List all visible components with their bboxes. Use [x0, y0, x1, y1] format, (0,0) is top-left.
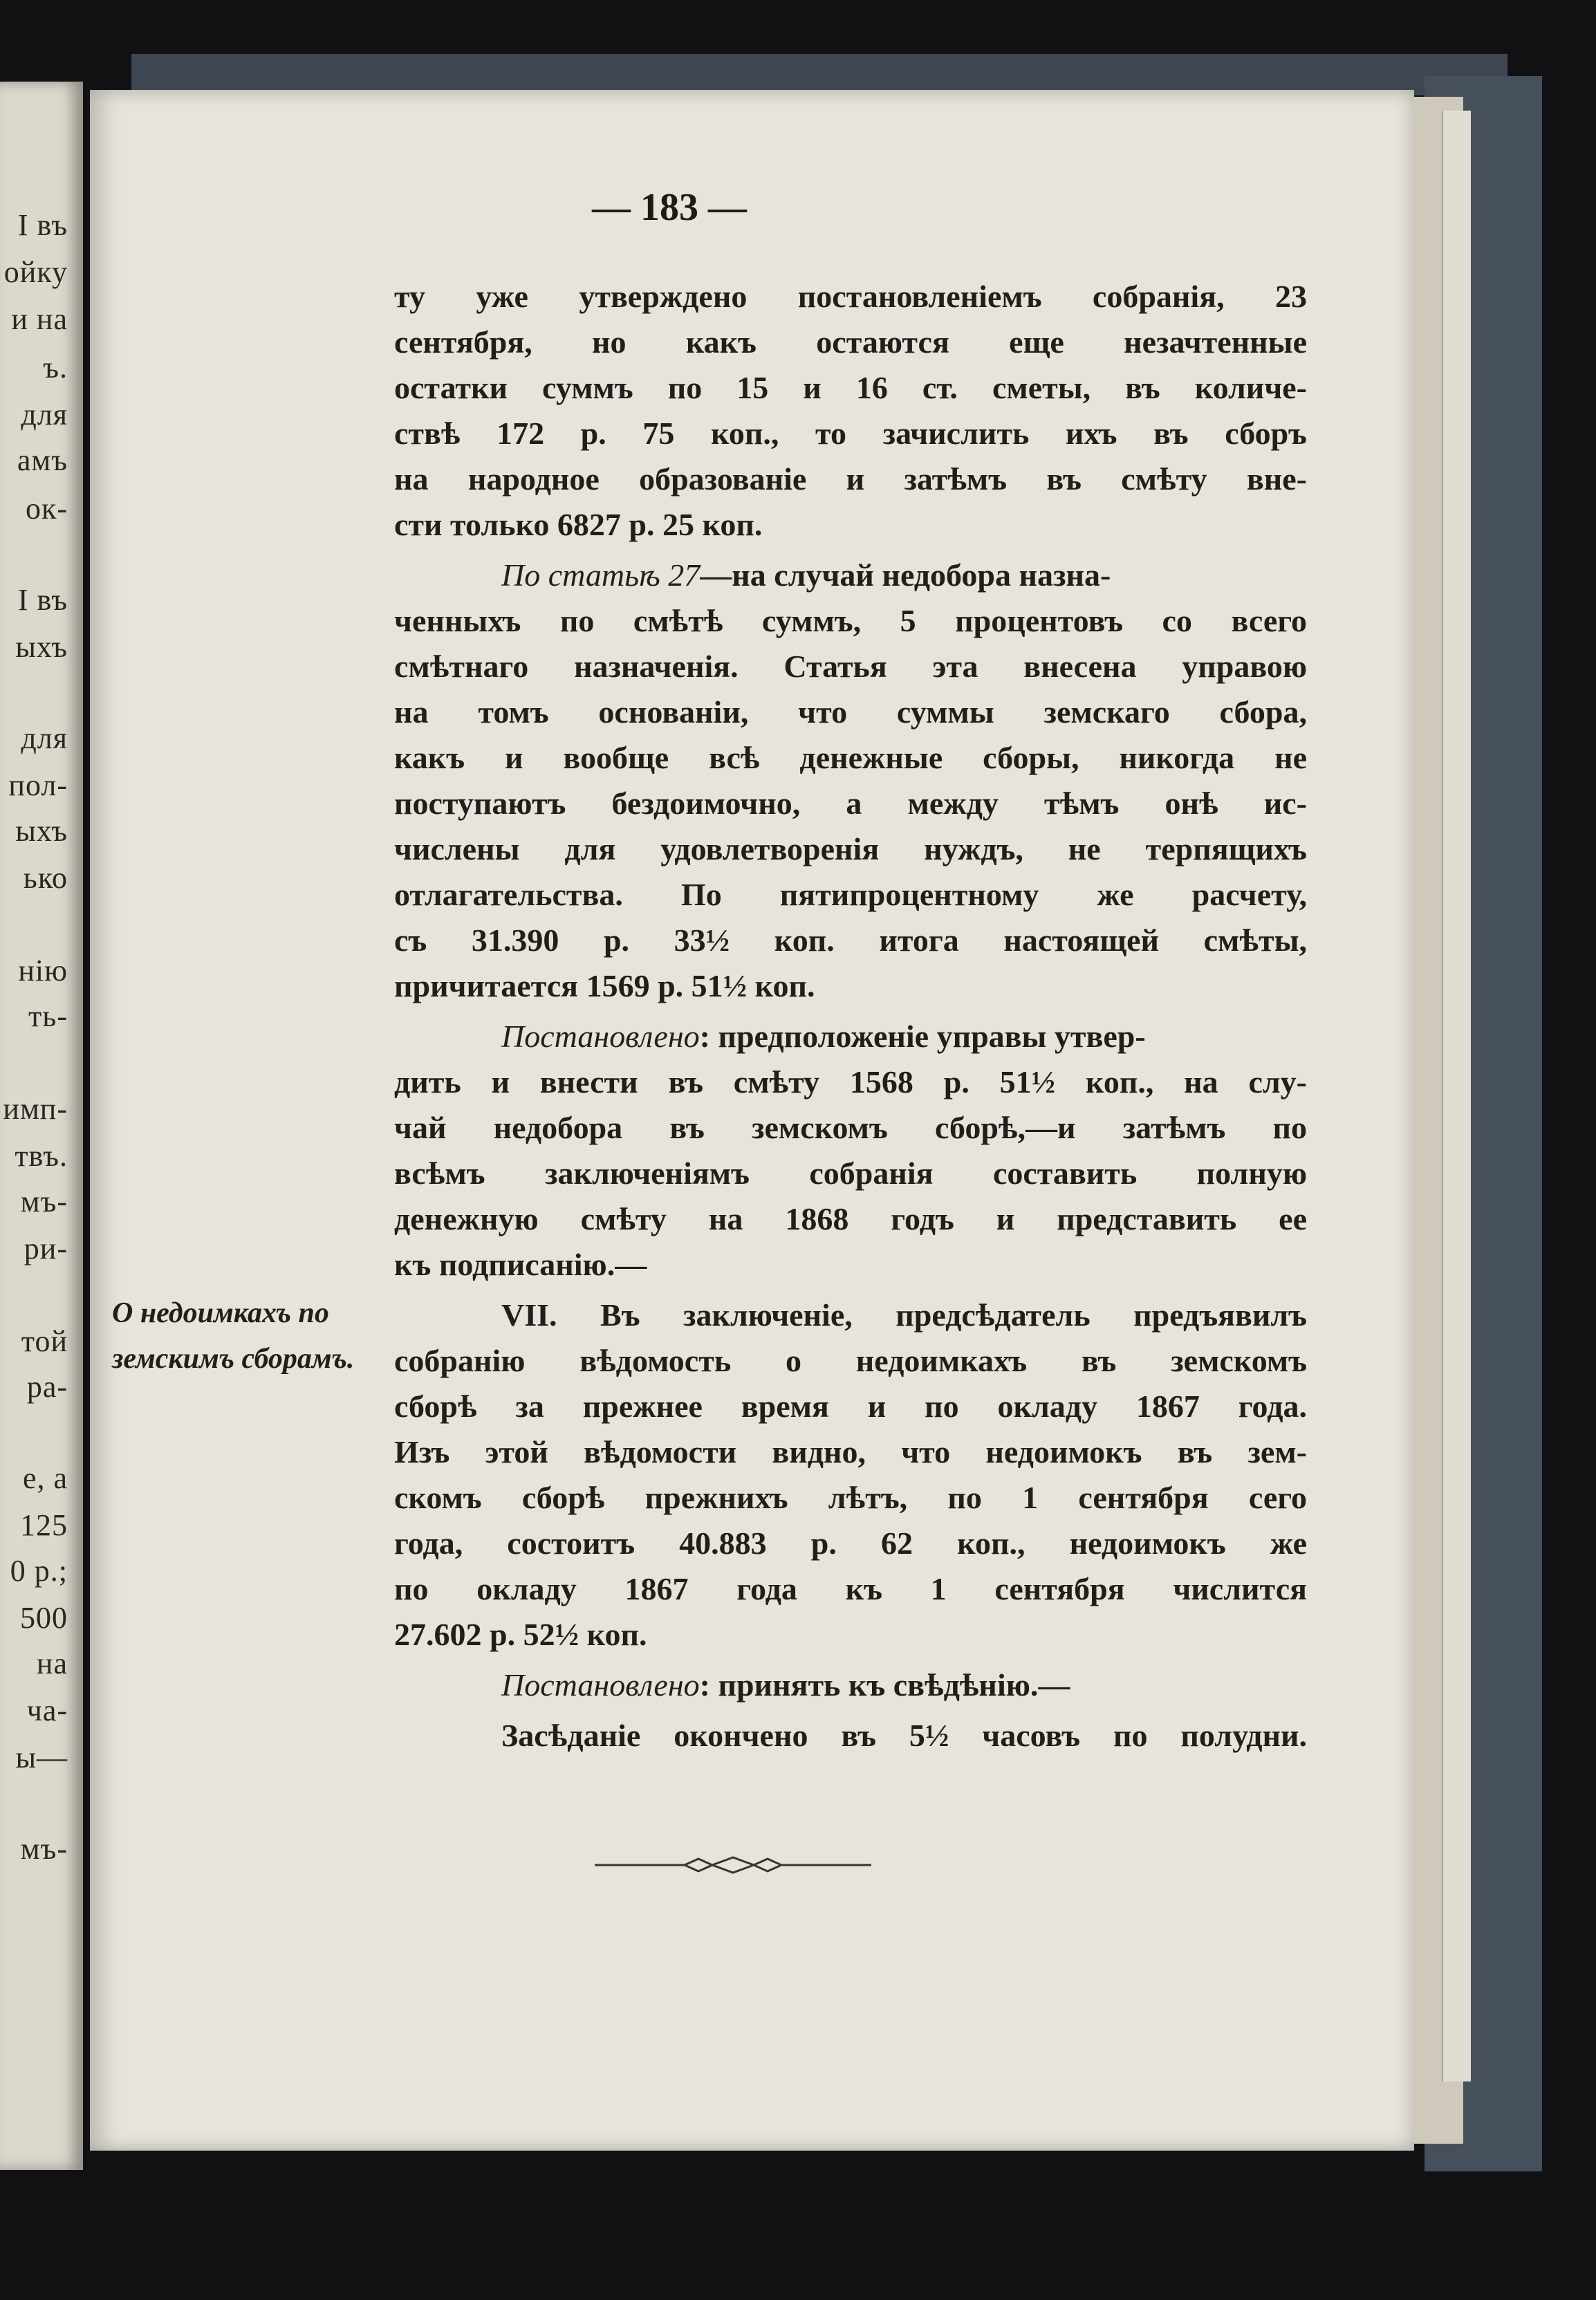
text-line	[501, 557, 1307, 602]
left-page-fragment: имп-	[3, 1092, 68, 1126]
text-line: Изъ этой вѣдомости видно, что недоимокъ въ зем-	[394, 1434, 1307, 1469]
text-line: отлагательства. По пятипроцентному же расчету,	[394, 877, 1307, 912]
text-line: поступаютъ бездоимочно, а между тѣмъ онѣ ис-	[394, 786, 1307, 821]
left-page-fragment: ойку	[3, 255, 68, 289]
text-line: всѣмъ заключеніямъ собранія составить полную	[394, 1156, 1307, 1191]
left-page-fragment: той	[21, 1324, 68, 1358]
left-page-fragment: нію	[18, 954, 68, 987]
text-line: денежную смѣту на 1868 годъ и представить ее	[394, 1201, 1307, 1236]
left-page-fragment: пол-	[8, 768, 68, 802]
left-page-fragment: ра-	[26, 1370, 68, 1404]
left-page-edge	[0, 82, 83, 2170]
left-page-fragment: мъ-	[20, 1185, 68, 1218]
text-line: ствѣ 172 р. 75 коп., то зачислить ихъ въ сборъ	[394, 416, 1307, 451]
left-page-fragment: на	[36, 1647, 68, 1680]
left-page-fragment: твъ.	[15, 1139, 68, 1173]
left-page-fragment: ыхъ	[15, 630, 68, 664]
margin-note-line: О недоимкахъ по	[112, 1297, 329, 1329]
left-page-fragment: амъ	[17, 443, 68, 477]
text-line: VII. Въ заключеніе, предсѣдатель предъявилъ	[501, 1297, 1307, 1333]
left-page-fragment: ть-	[28, 999, 68, 1033]
text-line: скомъ сборѣ прежнихъ лѣтъ, по 1 сентября сего	[394, 1480, 1307, 1515]
left-page-fragment: І въ	[17, 583, 68, 617]
text-line: Засѣданіе окончено въ 5½ часовъ по полудни.	[501, 1718, 1307, 1753]
text-run: : предположеніе управы утвер-	[699, 1019, 1146, 1054]
left-page-fragment: І въ	[17, 208, 68, 242]
left-page-fragment: ы—	[15, 1741, 68, 1774]
resolution-label: Постановлено	[501, 1667, 700, 1703]
left-page-fragment: мъ-	[20, 1832, 68, 1866]
text-line: ченныхъ по смѣтѣ суммъ, 5 процентовъ со всего	[394, 603, 1307, 638]
left-page-fragment: 0 р.;	[10, 1554, 68, 1588]
book-cover-top	[131, 54, 1507, 95]
text-line: собранію вѣдомость о недоимкахъ въ земскомъ	[394, 1343, 1307, 1378]
text-line: дить и внести въ смѣту 1568 р. 51½ коп., на слу-	[394, 1064, 1307, 1100]
text-run: —на случай недобора назна-	[700, 557, 1111, 593]
left-page-fragment: для	[21, 398, 68, 432]
closing-ornament	[595, 1855, 871, 1875]
text-line: 27.602 р. 52½ коп.	[394, 1617, 647, 1652]
text-line: сборѣ за прежнее время и по окладу 1867 года.	[394, 1389, 1307, 1424]
text-line: остатки суммъ по 15 и 16 ст. сметы, въ количе-	[394, 370, 1307, 405]
section-reference: По статьѣ 27	[501, 557, 700, 593]
text-line: по окладу 1867 года къ 1 сентября числится	[394, 1571, 1307, 1606]
text-line	[501, 1667, 1307, 1712]
resolution-label: Постановлено	[501, 1019, 700, 1054]
page-stack-edge-inner	[1442, 111, 1471, 2081]
margin-note-line: земскимъ сборамъ.	[112, 1343, 355, 1375]
text-line	[501, 1018, 1307, 1064]
text-line: смѣтнаго назначенія. Статья эта внесена управою	[394, 649, 1307, 684]
left-page-fragment: ько	[23, 861, 68, 895]
text-run: : принять къ свѣдѣнію.—	[699, 1667, 1070, 1703]
text-line: года, состоитъ 40.883 р. 62 коп., недоимокъ же	[394, 1525, 1307, 1561]
text-line: сти только 6827 р. 25 коп.	[394, 507, 763, 542]
left-page-fragment: ок-	[25, 492, 68, 526]
text-line: на томъ основаніи, что суммы земскаго сбора,	[394, 694, 1307, 730]
text-line: числены для удовлетворенія нуждъ, не терпящихъ	[394, 831, 1307, 866]
left-page-fragment: е, а	[22, 1461, 68, 1495]
text-line: съ 31.390 р. 33½ коп. итога настоящей смѣты,	[394, 922, 1307, 958]
text-line: на народное образованіе и затѣмъ въ смѣту внe-	[394, 461, 1307, 497]
left-page-fragment: ри-	[24, 1232, 68, 1265]
left-page-fragment: ыхъ	[15, 814, 68, 848]
left-page-fragment: и на	[11, 302, 68, 336]
margin-note	[112, 1297, 409, 1388]
left-page-fragment: 125	[20, 1508, 68, 1542]
left-page-fragment: 500	[20, 1601, 68, 1635]
left-page-fragment: ча-	[26, 1694, 68, 1727]
text-line: чай недобора въ земскомъ сборѣ,—и затѣмъ по	[394, 1110, 1307, 1145]
text-line: какъ и вообще всѣ денежные сборы, никогда не	[394, 740, 1307, 775]
left-page-fragment: для	[21, 721, 68, 755]
text-line: къ подписанію.—	[394, 1247, 647, 1282]
page-number: — 183 —	[592, 186, 747, 229]
text-line: причитается 1569 р. 51½ коп.	[394, 968, 815, 1003]
left-page-fragment: ъ.	[43, 351, 68, 384]
text-line: ту уже утверждено постановленіемъ собранія, 23	[394, 279, 1307, 314]
text-line: сентября, но какъ остаются еще незачтенные	[394, 324, 1307, 360]
